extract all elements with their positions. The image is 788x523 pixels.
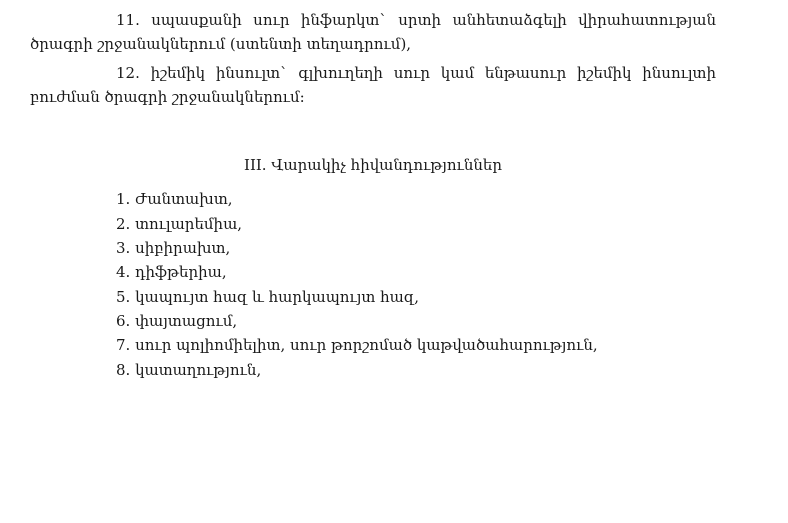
list-item: 4. դիֆթերիա,	[116, 263, 227, 282]
paragraph-11: 11. սպասքանի սուր ինֆարկտ` սրտի անհետաձգելի վիրահատության ծրագրի շրջանակներում (ստենտի տեղադրում),	[30, 11, 716, 54]
list-item: 6. փայտացում,	[116, 311, 238, 330]
list-item: 2. տուլարեմիա,	[116, 214, 243, 233]
list-item: 7. սուր պոլիոմիելիտ, սուր թորշոմած կաթվածահարություն,	[116, 336, 598, 355]
list-item: 1. Ժանտախտ,	[116, 190, 233, 209]
section-heading: III. Վարակիչ հիվանդություններ	[244, 156, 502, 175]
list-item: 5. կապույտ հազ և հարկապույտ հազ,	[116, 287, 419, 306]
disease-list	[30, 187, 716, 381]
list-item: 3. սիբիրախտ,	[116, 239, 231, 258]
paragraph-12: 12. իշեմիկ ինսուլտ` գլխուղեղի սուր կամ ենթասուր իշեմիկ ինսուլտի բուժման ծրագրի շրջանակներում:	[30, 63, 716, 106]
list-item: 8. կատաղություն,	[116, 360, 262, 379]
heading-spacer	[30, 177, 716, 187]
